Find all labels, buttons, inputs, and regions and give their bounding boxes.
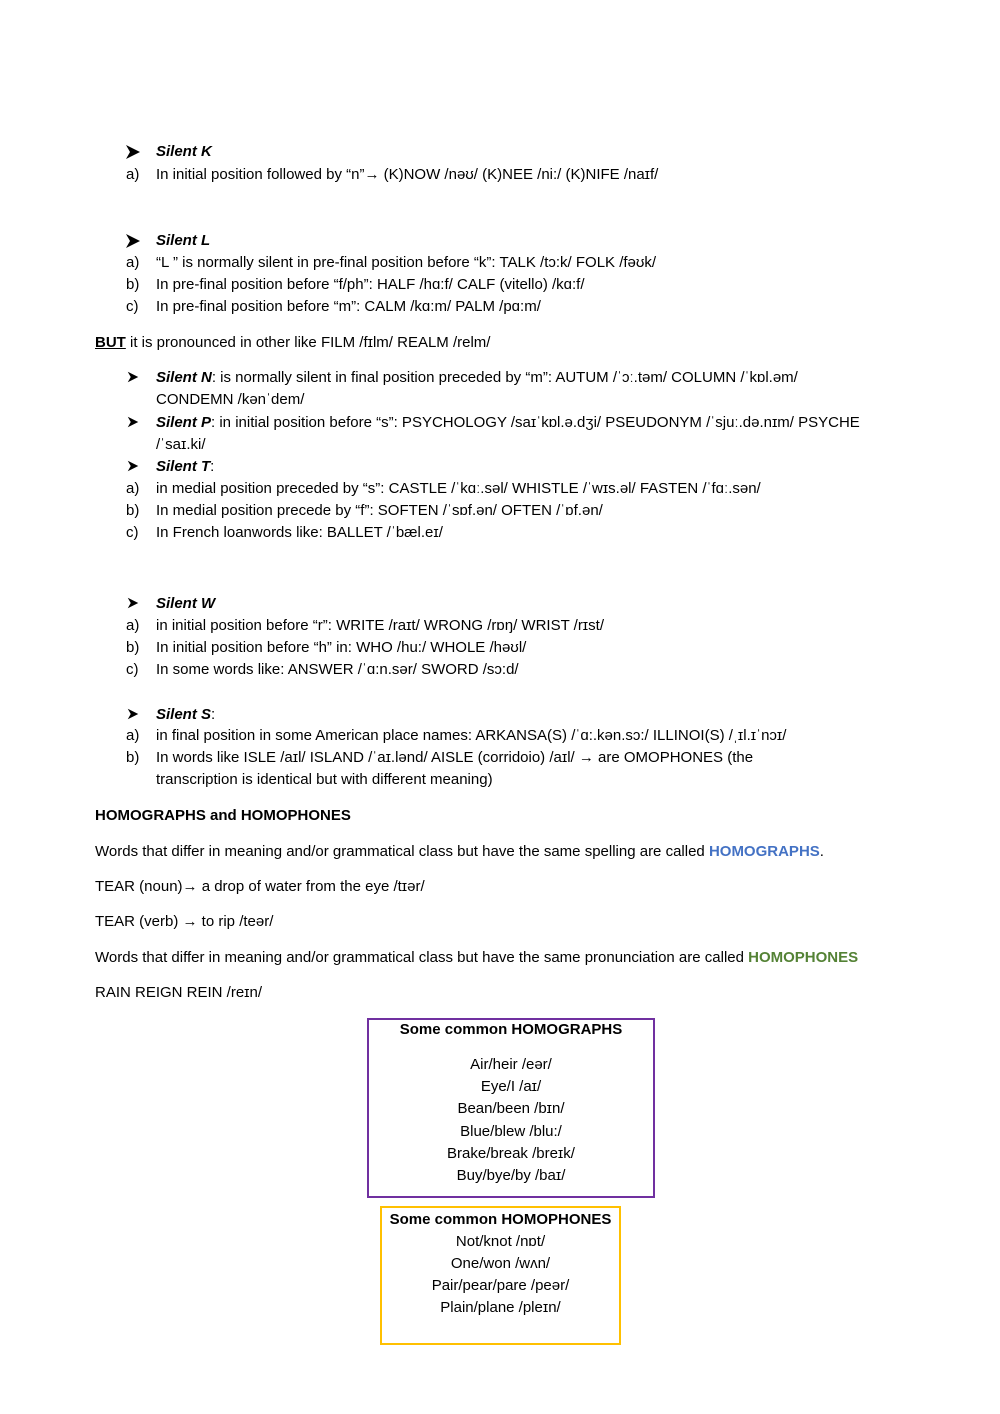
definition-text: Words that differ in meaning and/or grammatical class but have the same spelling are called <box>95 843 709 860</box>
list-item-silent-n <box>156 368 798 388</box>
list-item: Bean/been /bɪn/ <box>457 1100 565 1117</box>
homographs-box <box>367 1018 655 1198</box>
definition-text: Words that differ in meaning and/or grammatical class but have the same pronunciation are called <box>95 949 749 966</box>
list-label: c) <box>126 661 139 678</box>
list-label: b) <box>126 502 140 519</box>
list-item-continuation: CONDEMN /kənˈdem/ <box>156 391 305 408</box>
section-title-silent-k: Silent K <box>156 143 212 160</box>
arrowhead-bullet-icon <box>127 416 139 428</box>
homophones-term: HOMOPHONES <box>748 949 859 966</box>
list-item: In initial position followed by “n”→ (K)NOW /nəʊ/ (K)NEE /ni:/ (K)NIFE /naɪf/ <box>156 166 659 183</box>
list-label: a) <box>126 727 140 744</box>
list-item: In pre-final position before “m”: CALM /kɑ:m/ PALM /pɑ:m/ <box>156 298 541 315</box>
list-item: One/won /wʌn/ <box>450 1255 551 1272</box>
list-item: In some words like: ANSWER /ˈɑ:n.sər/ SWORD /sɔ:d/ <box>156 661 519 678</box>
list-item-silent-p <box>156 413 860 433</box>
arrowhead-bullet-icon <box>127 371 139 383</box>
list-item-continuation: /ˈsaɪ.ki/ <box>156 436 206 453</box>
example-tear-verb: TEAR (verb) → to rip /teər/ <box>95 913 274 930</box>
silent-n-text: : is normally silent in final position preceded by “m”: AUTUM /ˈɔː.təm/ COLUMN /ˈkɒl.əm/ <box>211 369 798 386</box>
list-item: in medial position preceded by “s”: CASTLE /ˈkɑː.səl/ WHISTLE /ˈwɪs.əl/ FASTEN /ˈfɑː.sən/ <box>156 480 761 497</box>
example-rain: RAIN REIGN REIN /reɪn/ <box>95 984 263 1001</box>
list-label: b) <box>126 749 140 766</box>
list-item: Not/knot /nɒt/ <box>455 1233 546 1250</box>
period: . <box>819 843 824 860</box>
section-title-silent-s: Silent S <box>156 706 212 723</box>
list-item: In medial position precede by “f”: SOFTEN /ˈsɒf.ən/ OFTEN /ˈɒf.ən/ <box>156 502 603 519</box>
list-item: Brake/break /breɪk/ <box>447 1145 575 1162</box>
section-heading-homographs-homophones: HOMOGRAPHS and HOMOPHONES <box>95 807 351 824</box>
box-title: Some common HOMOGRAPHS <box>399 1021 623 1038</box>
list-item-silent-s <box>156 705 215 725</box>
list-item: “L ” is normally silent in pre-final position before “k”: TALK /tɔ:k/ FOLK /fəʊk/ <box>156 254 657 271</box>
list-label: b) <box>126 639 140 656</box>
box-title: Some common HOMOPHONES <box>389 1211 612 1228</box>
example-tear-noun: TEAR (noun)→ a drop of water from the eye /tɪər/ <box>95 878 425 895</box>
section-title-silent-t: Silent T <box>156 458 211 475</box>
list-item: in final position in some American place names: ARKANSA(S) /ˈɑ:.kən.sɔ:/ ILLINOI(S) /ˌɪl.ɪˈnɔɪ/ <box>156 727 787 744</box>
colon: : <box>210 458 215 475</box>
colon: : <box>211 706 216 723</box>
homophones-box <box>380 1206 621 1345</box>
section-title-silent-p: Silent P <box>156 414 212 431</box>
list-label: a) <box>126 254 140 271</box>
list-label: c) <box>126 524 139 541</box>
list-item: Plain/plane /pleɪn/ <box>440 1299 561 1316</box>
list-item: In initial position before “h” in: WHO /hu:/ WHOLE /həʊl/ <box>156 639 527 656</box>
list-item: Buy/bye/by /baɪ/ <box>456 1167 566 1184</box>
list-label: a) <box>126 617 140 634</box>
list-item-silent-t <box>156 457 214 477</box>
arrowhead-bullet-icon <box>127 460 139 472</box>
list-label: b) <box>126 276 140 293</box>
but-rest: it is pronounced in other like FILM /fɪlm/ REALM /relm/ <box>125 334 491 351</box>
homographs-term: HOMOGRAPHS <box>708 843 820 860</box>
list-item: Pair/pear/pare /peər/ <box>431 1277 570 1294</box>
list-label: a) <box>126 166 140 183</box>
homographs-definition <box>95 842 824 862</box>
list-item: In French loanwords like: BALLET /ˈbæl.eɪ/ <box>156 524 443 541</box>
list-item: In pre-final position before “f/ph”: HALF /hɑ:f/ CALF (vitello) /kɑ:f/ <box>156 276 585 293</box>
list-item: in initial position before “r”: WRITE /raɪt/ WRONG /rɒŋ/ WRIST /rɪst/ <box>156 617 604 634</box>
section-title-silent-w: Silent W <box>156 595 216 612</box>
silent-p-text: : in initial position before “s”: PSYCHOLOGY /saɪˈkɒl.ə.dʒi/ PSEUDONYM /ˈsjuː.də.nɪm/ PSYCHE <box>211 414 860 431</box>
section-title-silent-n: Silent N <box>156 369 212 386</box>
homophones-definition <box>95 948 858 968</box>
list-item: Air/heir /eər/ <box>470 1056 552 1073</box>
arrowhead-bullet-icon <box>127 597 139 609</box>
but-paragraph <box>95 333 490 353</box>
list-item-continuation: transcription is identical but with different meaning) <box>156 771 493 788</box>
list-item: Eye/I /aɪ/ <box>480 1078 542 1095</box>
arrowhead-bullet-icon <box>127 708 139 720</box>
but-word: BUT <box>95 334 126 351</box>
list-item: In words like ISLE /aɪl/ ISLAND /ˈaɪ.lənd/ AISLE (corridoio) /aɪl/ → are OMOPHONES (the <box>156 749 754 766</box>
list-label: c) <box>126 298 139 315</box>
section-title-silent-l: Silent L <box>156 232 211 249</box>
arrowhead-bullet-icon <box>125 233 141 249</box>
arrowhead-bullet-icon <box>125 144 141 160</box>
list-label: a) <box>126 480 140 497</box>
list-item: Blue/blew /blu:/ <box>460 1123 562 1140</box>
